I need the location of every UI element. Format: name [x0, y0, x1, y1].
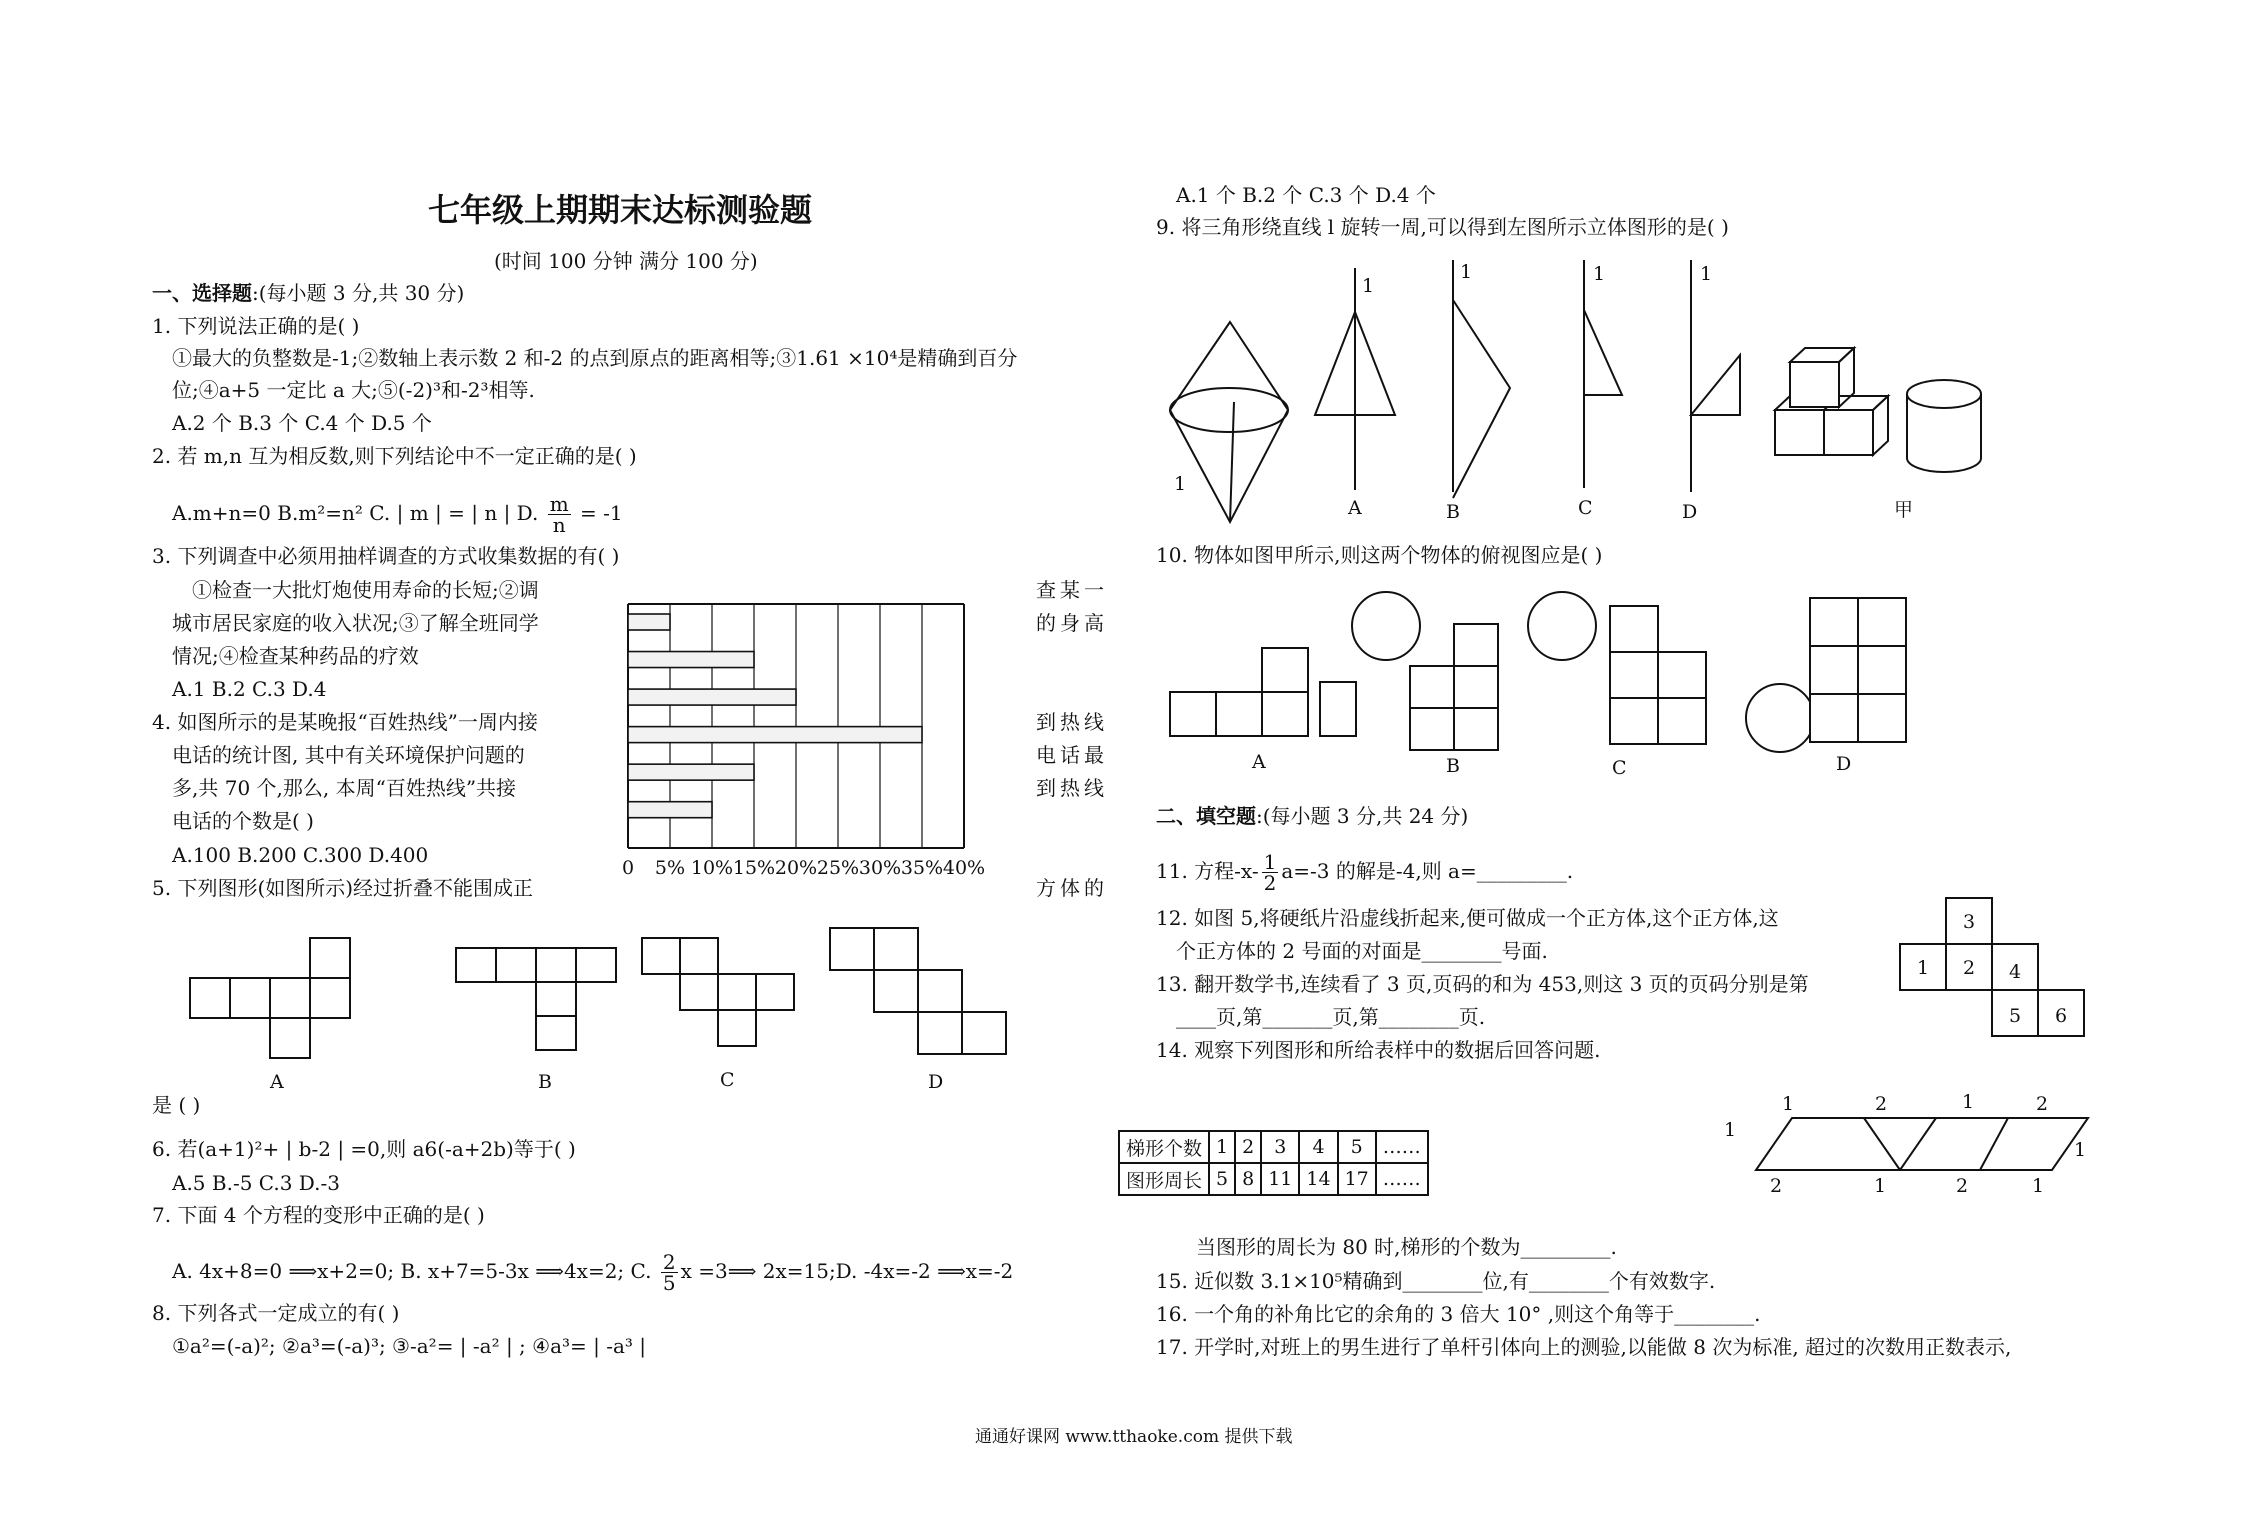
face-1: 1: [1917, 957, 1930, 979]
face-2: 2: [1963, 957, 1976, 979]
q4-line1-tail: 到热线: [1036, 710, 1108, 734]
face-4: 4: [2009, 961, 2022, 983]
q12-line2: 个正方体的 2 号面的对面是________号面.: [1176, 939, 1548, 963]
jia-figure: [1775, 348, 1981, 521]
option-c-label: C: [1578, 497, 1593, 519]
trap-side-left: 1: [1724, 1119, 1737, 1141]
q7-fraction: [661, 1252, 678, 1293]
bar: [628, 802, 712, 818]
net-a-label: A: [270, 1071, 284, 1093]
q2-stem: 2. 若 m,n 互为相反数,则下列结论中不一定正确的是( ): [152, 444, 637, 468]
q7-options: [172, 1252, 1013, 1293]
face-6: 6: [2055, 1005, 2068, 1027]
option-b-figure: [1446, 260, 1510, 523]
q4-line2: 电话的统计图, 其中有关环境保护问题的: [172, 743, 525, 767]
hotline-bar-chart: [612, 598, 986, 888]
net-d: [830, 928, 1006, 1054]
q1-line1: ①最大的负整数是-1;②数轴上表示数 2 和-2 的点到原点的距离相等;③1.61 ×10⁴是精确到百分: [172, 346, 1018, 370]
q3-options: A.1 B.2 C.3 D.4: [172, 677, 327, 701]
section2-header: [1156, 803, 1468, 829]
q4-options: A.100 B.200 C.300 D.400: [172, 843, 429, 867]
trap-top-4: 2: [2036, 1093, 2049, 1115]
q11-frac-den: 2: [1263, 871, 1277, 895]
bar: [628, 764, 754, 780]
q3-line3: 情况;④检查某种药品的疗效: [172, 644, 419, 668]
q10-option-a: [1170, 648, 1356, 773]
q7-part1: A. 4x+8=0 ⟹x+2=0; B. x+7=5-3x ⟹4x=2; C.: [172, 1259, 652, 1283]
table-cell: 17: [1338, 1163, 1376, 1195]
q7-frac-den: 5: [662, 1271, 676, 1295]
axis-l-label-b: 1: [1460, 261, 1473, 283]
q10-stem: 10. 物体如图甲所示,则这两个物体的俯视图应是( ): [1156, 543, 1603, 567]
q4-line3-tail: 到热线: [1036, 776, 1108, 800]
q10-option-b: [1352, 592, 1498, 777]
q9-figures: [1160, 260, 2000, 530]
section1-note: :(每小题 3 分,共 30 分): [252, 281, 465, 305]
option-c-figure: [1578, 260, 1622, 519]
q10-option-c: [1528, 592, 1706, 779]
trap-bottom-4: 1: [2032, 1175, 2045, 1197]
q3-stem: 3. 下列调查中必须用抽样调查的方式收集数据的有( ): [152, 544, 620, 568]
option-a-figure: [1315, 268, 1395, 519]
section2-heading: 二、填空题: [1156, 804, 1256, 828]
q13-line2: ____页,第_______页,第________页.: [1176, 1005, 1486, 1029]
q5-cube-nets: [180, 928, 1060, 1098]
x-tick-label: 25%: [816, 857, 860, 879]
x-tick-label: 30%: [858, 857, 902, 879]
q10-d-label: D: [1836, 753, 1852, 775]
figure-l-label: 1: [1174, 473, 1187, 495]
trap-top-1: 1: [1782, 1093, 1795, 1115]
q12-line1: 12. 如图 5,将硬纸片沿虚线折起来,便可做成一个正方体,这个正方体,这: [1156, 906, 1779, 930]
table-cell: 1: [1209, 1131, 1235, 1163]
net-c-label: C: [720, 1069, 735, 1091]
x-tick-label: 15%: [732, 857, 776, 879]
q10-option-d: [1746, 598, 1906, 775]
q2-frac-num: m: [549, 492, 569, 516]
x-tick-label: 0: [621, 857, 635, 879]
q4-line1: 4. 如图所示的是某晚报“百姓热线”一周内接: [152, 710, 538, 734]
option-b-label: B: [1446, 501, 1460, 523]
trap-bottom-3: 2: [1956, 1175, 1969, 1197]
table-cell: 14: [1299, 1163, 1337, 1195]
table-cell: 图形周长: [1119, 1163, 1209, 1195]
q3-line1: ①检查一大批灯炮使用寿命的长短;②调: [192, 578, 539, 602]
q10-figures: [1160, 582, 1990, 782]
table-cell: ……: [1376, 1131, 1428, 1163]
q7-frac-num: 2: [662, 1250, 676, 1274]
q5-line2: 是 ( ): [152, 1093, 201, 1117]
double-cone-figure: [1170, 322, 1288, 522]
q11-frac-num: 1: [1263, 850, 1277, 874]
page-title: 七年级上期期末达标测验题: [428, 191, 813, 229]
x-tick-label: 5%: [654, 857, 686, 879]
q11-fraction: [1262, 852, 1279, 893]
bar: [628, 614, 670, 630]
q11: [1156, 852, 1573, 893]
q1-stem: 1. 下列说法正确的是( ): [152, 314, 360, 338]
table-cell: ……: [1376, 1163, 1428, 1195]
q10-a-label: A: [1252, 751, 1266, 773]
q6-stem: 6. 若(a+1)²+ | b-2 | =0,则 a6(-a+2b)等于( ): [152, 1137, 576, 1161]
option-d-figure: [1682, 260, 1740, 523]
net-a: [190, 938, 350, 1058]
table-row: [1119, 1163, 1428, 1195]
trap-bottom-1: 2: [1770, 1175, 1783, 1197]
face-3: 3: [1963, 911, 1976, 933]
axis-l-label-a: 1: [1362, 275, 1375, 297]
q8-stem: 8. 下列各式一定成立的有( ): [152, 1301, 400, 1325]
q5-line1-tail: 方体的: [1036, 876, 1108, 900]
q4-line2-tail: 电话最: [1036, 743, 1108, 767]
trap-side-right: 1: [2074, 1139, 2087, 1161]
x-tick-label: 20%: [774, 857, 818, 879]
page-footer: 通通好课网 www.tthaoke.com 提供下载: [975, 1427, 1293, 1447]
q2-options-abc: A.m+n=0 B.m²=n² C. | m | = | n | D.: [172, 501, 539, 525]
table-cell: 2: [1235, 1131, 1261, 1163]
axis-l-label-d: 1: [1700, 263, 1713, 285]
q7-part2: x =3⟹ 2x=15;D. -4x=-2 ⟹x=-2: [680, 1259, 1014, 1283]
table-cell: 8: [1235, 1163, 1261, 1195]
q11-part1: 11. 方程-x-: [1156, 859, 1259, 883]
page-subtitle: (时间 100 分钟 满分 100 分): [494, 249, 758, 273]
bar: [628, 652, 754, 668]
bar: [628, 727, 922, 743]
q17: 17. 开学时,对班上的男生进行了单杆引体向上的测验,以能做 8 次为标准, 超过的次数用正数表示,: [1156, 1335, 2012, 1359]
q8-options: A.1 个 B.2 个 C.3 个 D.4 个: [1176, 183, 1436, 207]
q15: 15. 近似数 3.1×10⁵精确到________位,有________个有效数字.: [1156, 1269, 1716, 1293]
q3-line1-tail: 查某一: [1036, 578, 1108, 602]
q4-line4: 电话的个数是( ): [172, 809, 314, 833]
q8-line1: ①a²=(-a)²; ②a³=(-a)³; ③-a²= | -a² | ; ④a³= | -a³ |: [172, 1334, 647, 1358]
table-cell: 梯形个数: [1119, 1131, 1209, 1163]
x-tick-label: 35%: [900, 857, 944, 879]
option-d-label: D: [1682, 501, 1698, 523]
trapezoid-chain-figure: [1720, 1088, 2110, 1197]
q13-line1: 13. 翻开数学书,连续看了 3 页,页码的和为 453,则这 3 页的页码分别是第: [1156, 972, 1809, 996]
q2-options: [172, 494, 623, 535]
q6-options: A.5 B.-5 C.3 D.-3: [172, 1171, 340, 1195]
net-b: [456, 948, 616, 1050]
section1-header: [152, 280, 464, 306]
x-tick-label: 10%: [690, 857, 734, 879]
q7-stem: 7. 下面 4 个方程的变形中正确的是( ): [152, 1203, 485, 1227]
bar: [628, 689, 796, 705]
net-c: [642, 938, 794, 1046]
q3-line2-tail: 的身高: [1036, 611, 1108, 635]
q10-c-label: C: [1612, 757, 1627, 779]
figure5-net: [1896, 898, 2106, 1048]
trap-bottom-2: 1: [1874, 1175, 1887, 1197]
jia-label: 甲: [1894, 499, 1914, 521]
option-a-label: A: [1348, 497, 1362, 519]
section1-heading: 一、选择题: [152, 281, 252, 305]
table-cell: 11: [1261, 1163, 1299, 1195]
q2-d-tail: = -1: [580, 501, 623, 525]
q2-fraction: [548, 494, 571, 535]
table-row: [1119, 1131, 1428, 1163]
trapezoid-table: [1118, 1130, 1429, 1196]
trap-top-3: 1: [1962, 1091, 1975, 1113]
net-d-label: D: [928, 1071, 944, 1093]
q10-b-label: B: [1446, 755, 1460, 777]
table-cell: 5: [1338, 1131, 1376, 1163]
q14-after: 当图形的周长为 80 时,梯形的个数为_________.: [1196, 1235, 1617, 1259]
q4-line3: 多,共 70 个,那么, 本周“百姓热线”共接: [172, 776, 517, 800]
net-b-label: B: [538, 1071, 552, 1093]
q1-options: A.2 个 B.3 个 C.4 个 D.5 个: [172, 411, 432, 435]
trap-top-2: 2: [1875, 1093, 1888, 1115]
axis-l-label-c: 1: [1593, 263, 1606, 285]
q3-line2: 城市居民家庭的收入状况;③了解全班同学: [172, 611, 539, 635]
section2-note: :(每小题 3 分,共 24 分): [1256, 804, 1469, 828]
face-5: 5: [2009, 1005, 2022, 1027]
table-cell: 4: [1299, 1131, 1337, 1163]
q9-stem: 9. 将三角形绕直线 l 旋转一周,可以得到左图所示立体图形的是( ): [1156, 215, 1729, 239]
q11-part2: a=-3 的解是-4,则 a=_________.: [1281, 859, 1574, 883]
q5-line1: 5. 下列图形(如图所示)经过折叠不能围成正: [152, 876, 534, 900]
q14-stem: 14. 观察下列图形和所给表样中的数据后回答问题.: [1156, 1038, 1601, 1062]
q1-line2: 位;④a+5 一定比 a 大;⑤(-2)³和-2³相等.: [172, 378, 535, 402]
table-cell: 5: [1209, 1163, 1235, 1195]
x-tick-label: 40%: [942, 857, 986, 879]
table-cell: 3: [1261, 1131, 1299, 1163]
q16: 16. 一个角的补角比它的余角的 3 倍大 10° ,则这个角等于________.: [1156, 1302, 1761, 1326]
q2-frac-den: n: [552, 513, 566, 537]
